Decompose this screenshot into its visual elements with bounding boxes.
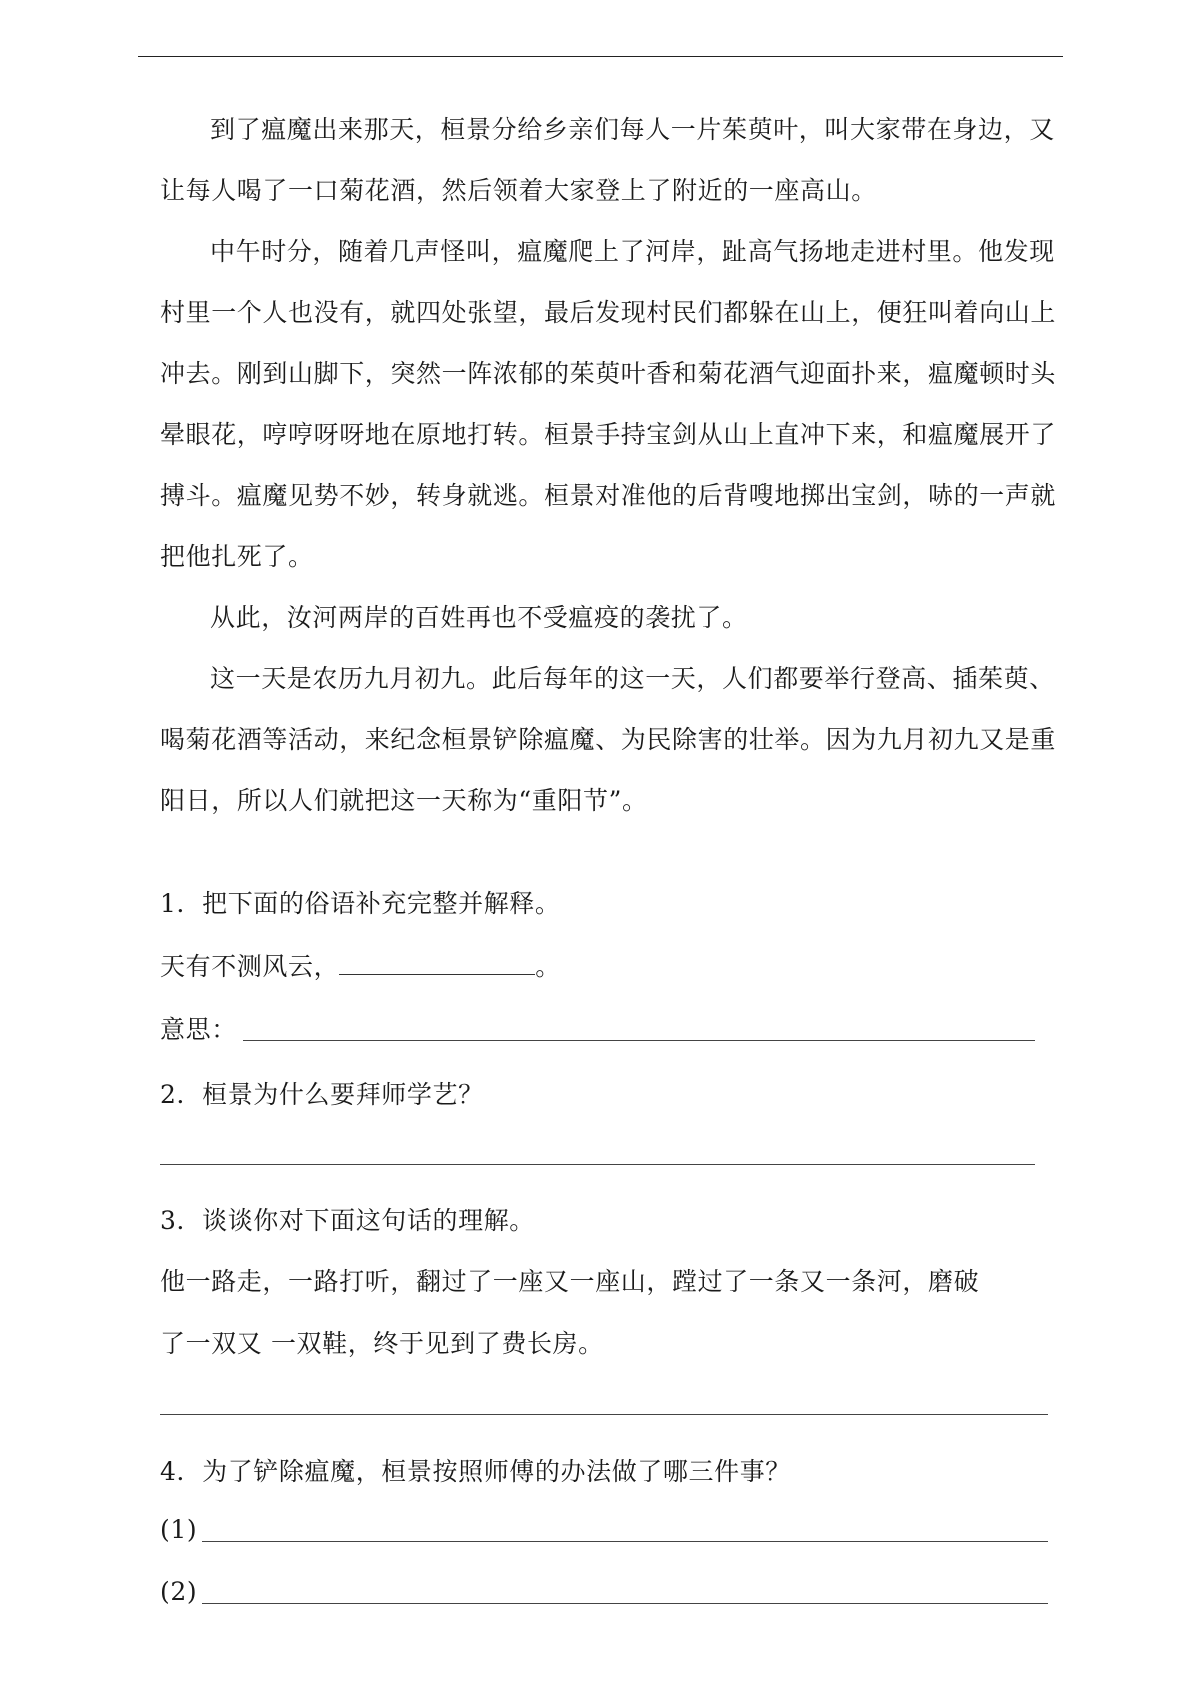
question-3-prompt: 3．谈谈你对下面这句话的理解。 (160, 1206, 535, 1235)
item-2-label: (2) (160, 1577, 198, 1606)
question-2-prompt: 2．桓景为什么要拜师学艺？ (160, 1080, 484, 1109)
question-4-item-1 (160, 1515, 197, 1544)
question-1-proverb (160, 947, 561, 983)
passage-paragraph-4: 这一天是农历九月初九。此后每年的这一天，人们都要举行登高、插茱萸、喝菊花酒等活动，来纪念桓景铲除瘟魔、为民除害的壮举。因为九月初九又是重阳日，所以人们就把这一天称为“重阳节”。 (160, 664, 1057, 815)
proverb-start: 天有不测风云， (160, 952, 340, 981)
question-3-answer-line[interactable] (160, 1414, 1048, 1415)
meaning-label: 意思： (160, 1015, 237, 1044)
passage-paragraph-1: 到了瘟魔出来那天，桓景分给乡亲们每人一片茱萸叶，叫大家带在身边，又让每人喝了一口菊花酒，然后领着大家登上了附近的一座高山。 (160, 115, 1055, 205)
question-4-prompt: 4．为了铲除瘟魔，桓景按照师傅的办法做了哪三件事？ (160, 1457, 791, 1486)
proverb-end: 。 (535, 952, 561, 981)
proverb-answer-blank[interactable] (339, 952, 535, 975)
question-4-item-2 (160, 1577, 197, 1606)
passage-paragraph-2: 中午时分，随着几声怪叫，瘟魔爬上了河岸，趾高气扬地走进村里。他发现村里一个人也没有，就四处张望，最后发现村民们都躲在山上，便狂叫着向山上冲去。刚到山脚下，突然一阵浓郁的茱萸叶香和菊花酒气迎面扑来，瘟魔顿时头晕眼花，哼哼呀呀地在原地打转。桓景手持宝剑从山上直冲下来，和瘟魔展开了搏斗。瘟魔见势不妙，转身就逃。桓景对准他的后背嗖地掷出宝剑，哧的一声就把他扎死了。 (160, 237, 1057, 571)
question-2-answer-line[interactable] (160, 1164, 1035, 1165)
header-rule (138, 56, 1063, 57)
question-4-item-1-answer-line[interactable] (202, 1541, 1048, 1542)
passage-paragraph-3: 从此，汝河两岸的百姓再也不受瘟疫的袭扰了。 (210, 603, 748, 632)
question-1-meaning (160, 1010, 237, 1046)
question-3-quote-line-2: 了一双又 一双鞋，终于见到了费长房。 (160, 1329, 604, 1358)
meaning-answer-line[interactable] (243, 1040, 1035, 1041)
question-4-item-2-answer-line[interactable] (202, 1603, 1048, 1604)
question-3-quote-line-1: 他一路走，一路打听，翻过了一座又一座山，蹚过了一条又一条河，磨破 (160, 1267, 980, 1296)
question-1-prompt: 1．把下面的俗语补充完整并解释。 (160, 889, 561, 918)
item-1-label: (1) (160, 1515, 198, 1544)
